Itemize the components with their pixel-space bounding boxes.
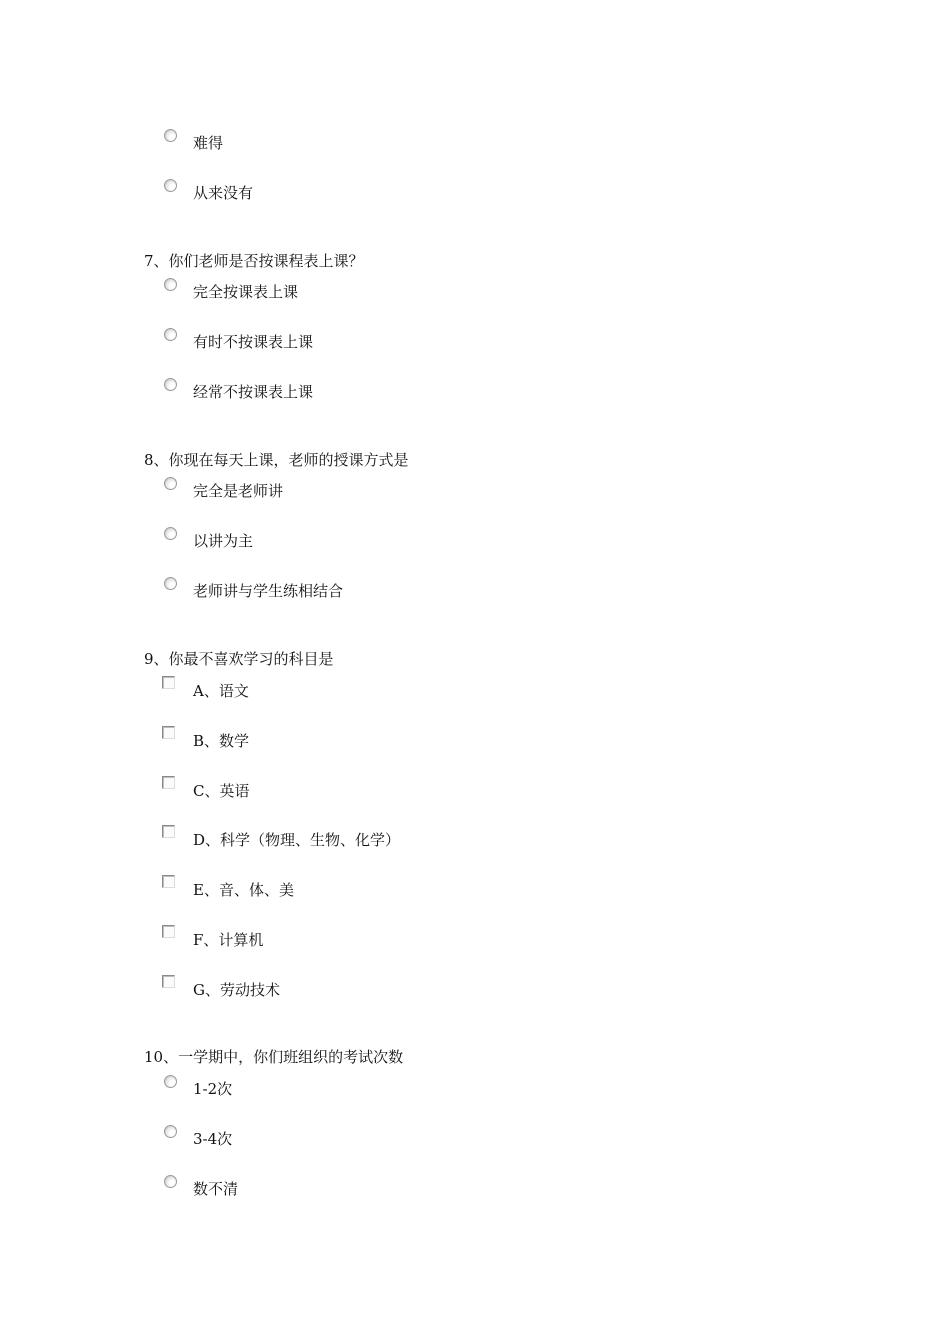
radio-button[interactable] bbox=[164, 378, 177, 391]
checkbox[interactable] bbox=[162, 925, 175, 938]
question-10-title: 10、一学期中，你们班组织的考试次数 bbox=[144, 1048, 404, 1066]
radio-button[interactable] bbox=[164, 1075, 177, 1088]
option-label: 1-2次 bbox=[193, 1080, 233, 1098]
question-8-title: 8、你现在每天上课，老师的授课方式是 bbox=[144, 451, 409, 469]
option-label: 以讲为主 bbox=[193, 532, 254, 550]
option-label: A、语文 bbox=[193, 682, 249, 700]
option-label: F、计算机 bbox=[193, 931, 264, 949]
radio-button[interactable] bbox=[164, 179, 177, 192]
option-label: D、科学（物理、生物、化学） bbox=[193, 831, 401, 849]
question-7-title: 7、你们老师是否按课程表上课？ bbox=[144, 252, 364, 270]
radio-button[interactable] bbox=[164, 527, 177, 540]
option-label: 完全是老师讲 bbox=[193, 482, 284, 500]
checkbox[interactable] bbox=[162, 825, 175, 838]
radio-button[interactable] bbox=[164, 1125, 177, 1138]
option-label: 有时不按课表上课 bbox=[193, 333, 314, 351]
radio-button[interactable] bbox=[164, 328, 177, 341]
option-label: G、劳动技术 bbox=[193, 981, 280, 999]
option-label: 老师讲与学生练相结合 bbox=[193, 582, 344, 600]
checkbox[interactable] bbox=[162, 726, 175, 739]
question-9-title: 9、你最不喜欢学习的科目是 bbox=[144, 650, 334, 668]
option-label: C、英语 bbox=[193, 782, 250, 800]
option-label: 数不清 bbox=[193, 1180, 239, 1198]
checkbox[interactable] bbox=[162, 776, 175, 789]
radio-button[interactable] bbox=[164, 129, 177, 142]
checkbox[interactable] bbox=[162, 875, 175, 888]
checkbox[interactable] bbox=[162, 975, 175, 988]
option-label: B、数学 bbox=[193, 732, 250, 750]
option-label: 完全按课表上课 bbox=[193, 283, 299, 301]
option-label: 3-4次 bbox=[193, 1130, 233, 1148]
option-label: 经常不按课表上课 bbox=[193, 383, 314, 401]
radio-button[interactable] bbox=[164, 477, 177, 490]
option-label: E、音、体、美 bbox=[193, 881, 294, 899]
option-label: 从来没有 bbox=[193, 184, 254, 202]
radio-button[interactable] bbox=[164, 1175, 177, 1188]
radio-button[interactable] bbox=[164, 577, 177, 590]
option-label: 难得 bbox=[193, 134, 224, 152]
radio-button[interactable] bbox=[164, 278, 177, 291]
checkbox[interactable] bbox=[162, 676, 175, 689]
